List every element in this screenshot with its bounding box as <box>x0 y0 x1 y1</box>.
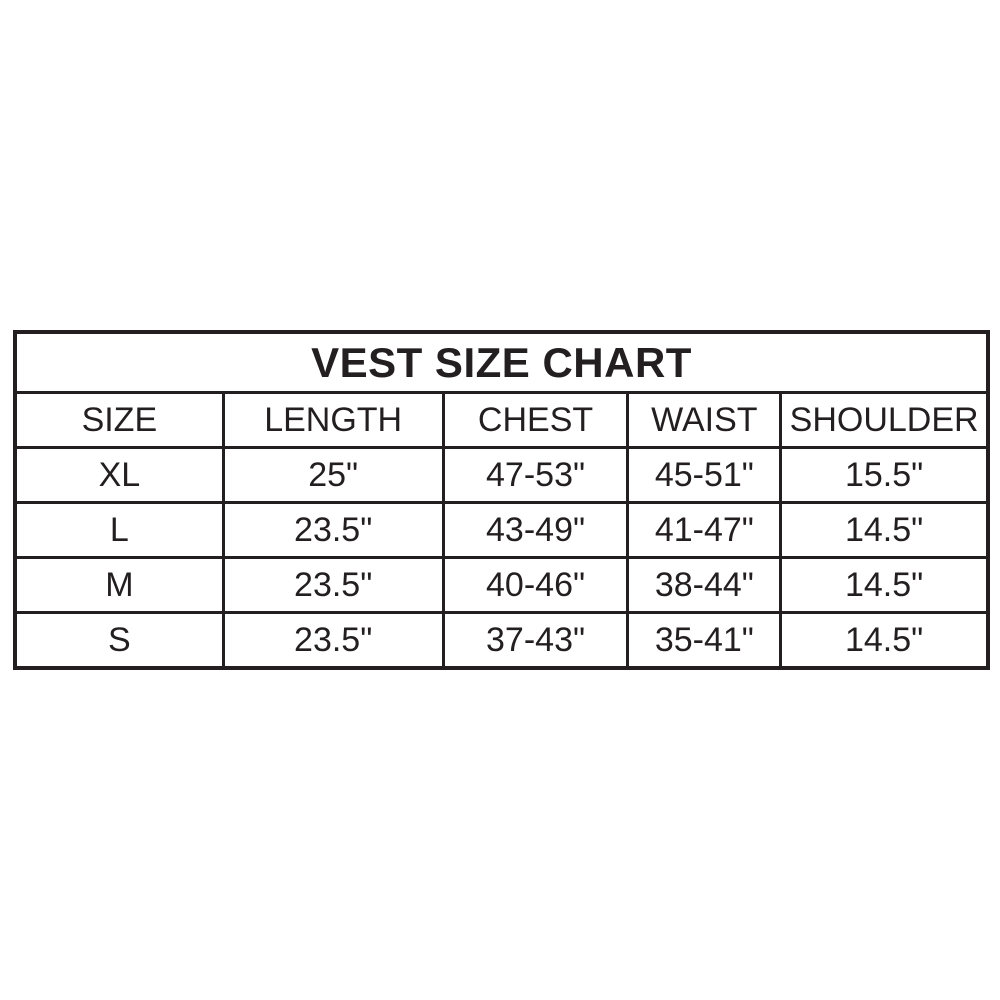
cell-length: 25" <box>223 448 443 503</box>
cell-shoulder: 14.5" <box>781 613 988 669</box>
column-header-waist: WAIST <box>628 393 781 448</box>
cell-shoulder: 14.5" <box>781 503 988 558</box>
cell-chest: 37-43" <box>443 613 628 669</box>
cell-length: 23.5" <box>223 503 443 558</box>
column-header-length: LENGTH <box>223 393 443 448</box>
cell-waist: 45-51" <box>628 448 781 503</box>
table-title: VEST SIZE CHART <box>15 332 988 393</box>
cell-waist: 38-44" <box>628 558 781 613</box>
table-header-row <box>15 393 988 448</box>
table-title-row <box>15 332 988 393</box>
cell-waist: 35-41" <box>628 613 781 669</box>
cell-shoulder: 14.5" <box>781 558 988 613</box>
cell-chest: 47-53" <box>443 448 628 503</box>
column-header-chest: CHEST <box>443 393 628 448</box>
cell-shoulder: 15.5" <box>781 448 988 503</box>
cell-chest: 43-49" <box>443 503 628 558</box>
cell-chest: 40-46" <box>443 558 628 613</box>
cell-size: XL <box>15 448 223 503</box>
cell-size: M <box>15 558 223 613</box>
table-row-s <box>15 613 988 669</box>
cell-size: S <box>15 613 223 669</box>
column-header-size: SIZE <box>15 393 223 448</box>
column-header-shoulder: SHOULDER <box>781 393 988 448</box>
table-row-l <box>15 503 988 558</box>
table-row-xl <box>15 448 988 503</box>
cell-waist: 41-47" <box>628 503 781 558</box>
cell-size: L <box>15 503 223 558</box>
vest-size-chart-table <box>13 330 990 670</box>
cell-length: 23.5" <box>223 558 443 613</box>
cell-length: 23.5" <box>223 613 443 669</box>
table-row-m <box>15 558 988 613</box>
